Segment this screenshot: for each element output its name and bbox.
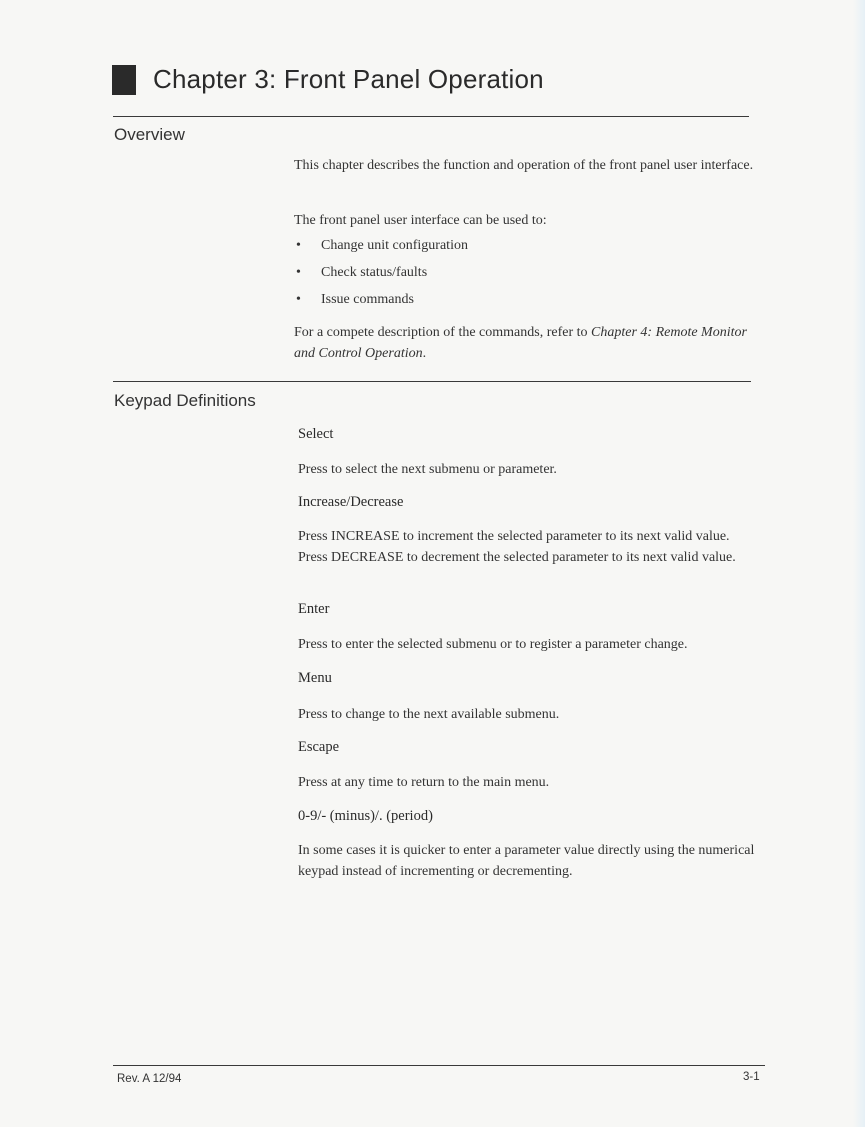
key-term-increase-decrease: Increase/Decrease <box>298 494 404 510</box>
overview-bullet-list <box>294 236 468 317</box>
chapter-title-rule <box>113 116 749 117</box>
keypad-section-rule <box>113 381 751 382</box>
list-item: • Issue commands <box>294 290 468 317</box>
overview-intro: This chapter describes the function and operation of the front panel user interface. <box>294 158 754 173</box>
chapter-marker-block <box>112 65 136 95</box>
key-desc-escape: Press at any time to return to the main menu. <box>298 775 550 790</box>
page-number: 3-1 <box>743 1071 760 1083</box>
overview-uses-intro: The front panel user interface can be used to: <box>294 213 547 228</box>
key-term-escape: Escape <box>298 739 340 755</box>
keypad-heading: Keypad Definitions <box>114 391 256 410</box>
reference-prefix: For a compete description of the commands, refer to <box>294 325 592 340</box>
key-term-menu: Menu <box>298 670 332 686</box>
key-desc-select: Press to select the next submenu or parameter. <box>298 462 557 477</box>
chapter-4-reference: Chapter 4: Remote Monitor and Control Operation <box>294 325 747 361</box>
key-term-enter: Enter <box>298 601 330 617</box>
overview-heading: Overview <box>114 125 185 144</box>
key-term-select: Select <box>298 426 334 442</box>
revision-label: Rev. A 12/94 <box>117 1073 182 1085</box>
list-item: • Change unit configuration <box>294 236 468 263</box>
page-edge <box>853 0 865 1127</box>
key-term-numeric: 0-9/- (minus)/. (period) <box>298 808 433 824</box>
footer-rule <box>113 1065 765 1066</box>
key-desc-increase-decrease: Press INCREASE to increment the selected parameter to its next valid value. Press DECREASE to decrement the selected parameter to its next valid value. <box>298 529 736 565</box>
overview-reference <box>294 322 756 364</box>
key-desc-menu: Press to change to the next available submenu. <box>298 707 560 722</box>
reference-suffix: . <box>422 346 427 361</box>
chapter-title: Chapter 3: Front Panel Operation <box>153 64 544 94</box>
list-item: • Check status/faults <box>294 263 468 290</box>
key-desc-enter: Press to enter the selected submenu or to register a parameter change. <box>298 637 688 652</box>
key-desc-numeric: In some cases it is quicker to enter a parameter value directly using the numerical keypad instead of incrementing or decrementing. <box>298 843 755 879</box>
